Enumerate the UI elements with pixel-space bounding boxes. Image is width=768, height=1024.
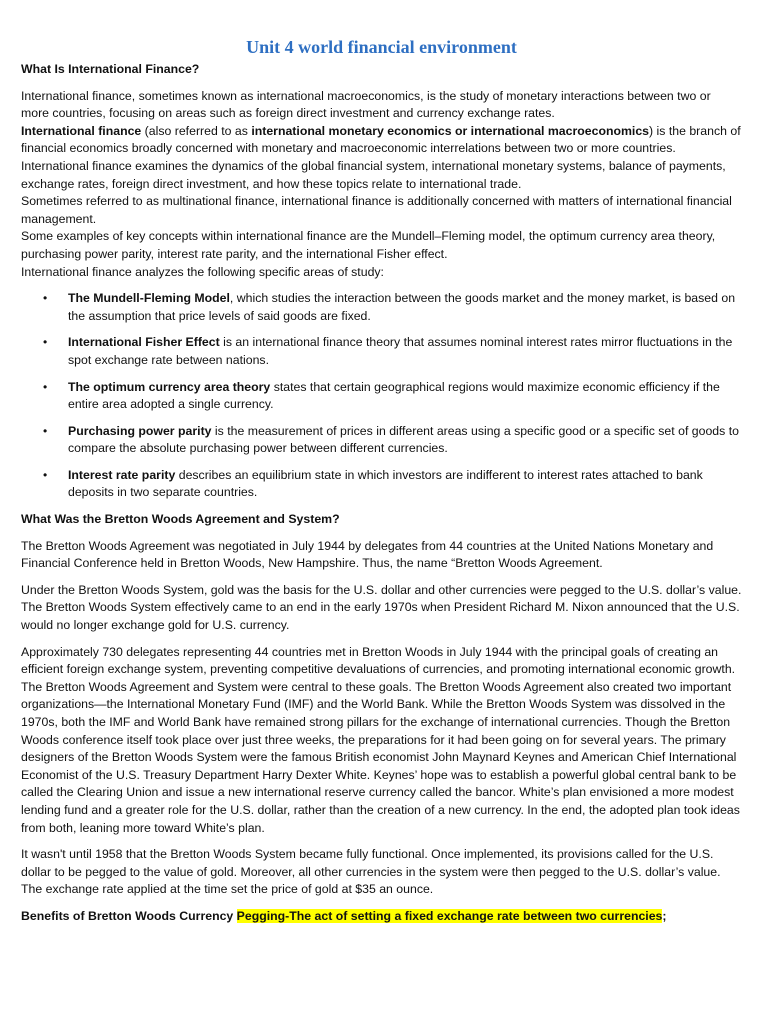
list-item-text: is an international finance theory that assumes nominal interest rates mirror fluctuations in the spot exchange rate between nations. [68,335,733,367]
paragraph-bretton-woods-4: It wasn't until 1958 that the Bretton Woods System became fully functional. Once implemented, its provisions called for the U.S. dollar to be pegged to the value of gold. Moreover, all other currencies in the system were then pegged to the U.S. dollar’s value. The exchange rate applied at the time set the price of gold at $35 an ounce. [21,847,721,897]
bullet-icon: • [43,379,48,394]
list-item-text: states that certain geographical regions would maximize economic efficiency if the entire area adopted a single currency. [68,379,720,412]
bullet-icon: • [43,291,48,306]
list-item-term: International Fisher Effect [68,335,220,350]
page-title: Unit 4 world financial environment [246,37,517,57]
heading-bretton-woods: What Was the Bretton Woods Agreement and System? [21,512,340,527]
paragraph-bretton-woods-2: Under the Bretton Woods System, gold was the basis for the U.S. dollar and other currencies were pegged to the U.S. dollar’s value. The Bretton Woods System effectively came to an end in the early 1970s when President Richard M. Nixon announced that the U.S. would no longer exchange gold for U.S. currency. [21,582,742,633]
term-international-finance: International finance [21,123,142,138]
list-item-term: Purchasing power parity [68,423,212,438]
list-item [21,290,742,325]
list-item [21,423,742,458]
highlighted-definition: Pegging-The act of setting a fixed exchange rate between two currencies [236,908,663,923]
paragraph-intro: International finance, sometimes known as international macroeconomics, is the study of monetary interactions between two or more countries, focusing on areas such as foreign direct investment and currency exchange rates. [21,88,711,121]
heading-benefits-pegging [21,908,742,926]
list-item [21,334,742,369]
paragraph-key-concepts: Some examples of key concepts within international finance are the Mundell–Fleming model, the optimum currency area theory, purchasing power parity, interest rate parity, and the international Fisher effect. [21,229,716,261]
list-item [21,467,742,502]
paragraph-definition-rest: ) is the branch of financial economics broadly concerned with monetary and macroeconomic interrelations between two or more countries. International finance examines the dynamics of the global financial system, international monetary systems, balance of payments, exchange rates, foreign direct investment, and how these topics relate to international trade. [21,123,741,191]
paragraph-bretton-woods-1: The Bretton Woods Agreement was negotiated in July 1944 by delegates from 44 countries at the United Nations Monetary and Financial Conference held in Bretton Woods, New Hampshire. Thus, the name “Bretton Woods Agreement. [21,538,714,571]
list-item-text: is the measurement of prices in different areas using a specific good or a specific set of goods to compare the absolute purchasing power between different currencies. [68,423,739,456]
benefits-tail: ; [662,908,667,923]
heading-international-finance: What Is International Finance? [21,62,200,76]
paragraph-definition-text: (also referred to as [141,123,252,138]
benefits-lead: Benefits of Bretton Woods Currency [21,908,237,923]
list-item-term: Interest rate parity [68,467,176,482]
paragraph-multinational: Sometimes referred to as multinational finance, international finance is additionally concerned with matters of international financial management. [21,194,732,226]
bullet-icon: • [43,335,48,350]
paragraph-bretton-woods-3: Approximately 730 delegates representing 44 countries met in Bretton Woods in July 1944 with the principal goals of creating an efficient foreign exchange system, preventing competitive devaluations of currencies, and promoting international economic growth. The Bretton Woods Agreement and System were central to these goals. The Bretton Woods Agreement also created two important organizations—the International Monetary Fund (IMF) and the World Bank. While the Bretton Woods System was dissolved in the 1970s, both the IMF and World Bank have remained strong pillars for the exchange of international currencies. Though the Bretton Woods conference itself took place over just three weeks, the preparations for it had been going on for several years. The primary designers of the Bretton Woods System were the famous British economist John Maynard Keynes and American Chief International Economist of the U.S. Treasury Department Harry Dexter White. Keynes’ hope was to establish a powerful global central bank to be called the Clearing Union and issue a new international reserve currency called the bancor. White’s plan envisioned a more modest lending fund and a greater role for the U.S. dollar, rather than the creation of a new currency. In the end, the adopted plan took ideas from both, leaning more toward White’s plan. [21,644,740,835]
paragraph-areas-of-study: International finance analyzes the following specific areas of study: [21,264,384,279]
document-body [21,61,742,926]
list-item-text: , which studies the interaction between the goods market and the money market, is based on the assumption that price levels of said goods are fixed. [68,291,736,323]
bullet-icon: • [43,467,48,482]
term-monetary-economics: international monetary economics or international macroeconomics [251,123,650,138]
list-item-term: The Mundell-Fleming Model [68,291,230,306]
bullet-icon: • [43,423,48,438]
list-item [21,379,742,414]
list-item-term: The optimum currency area theory [68,379,271,394]
list-item-text: describes an equilibrium state in which investors are indifferent to interest rates attached to bank deposits in two separate countries. [68,467,703,500]
areas-of-study-list [21,290,742,502]
paragraph-definition [21,123,742,193]
